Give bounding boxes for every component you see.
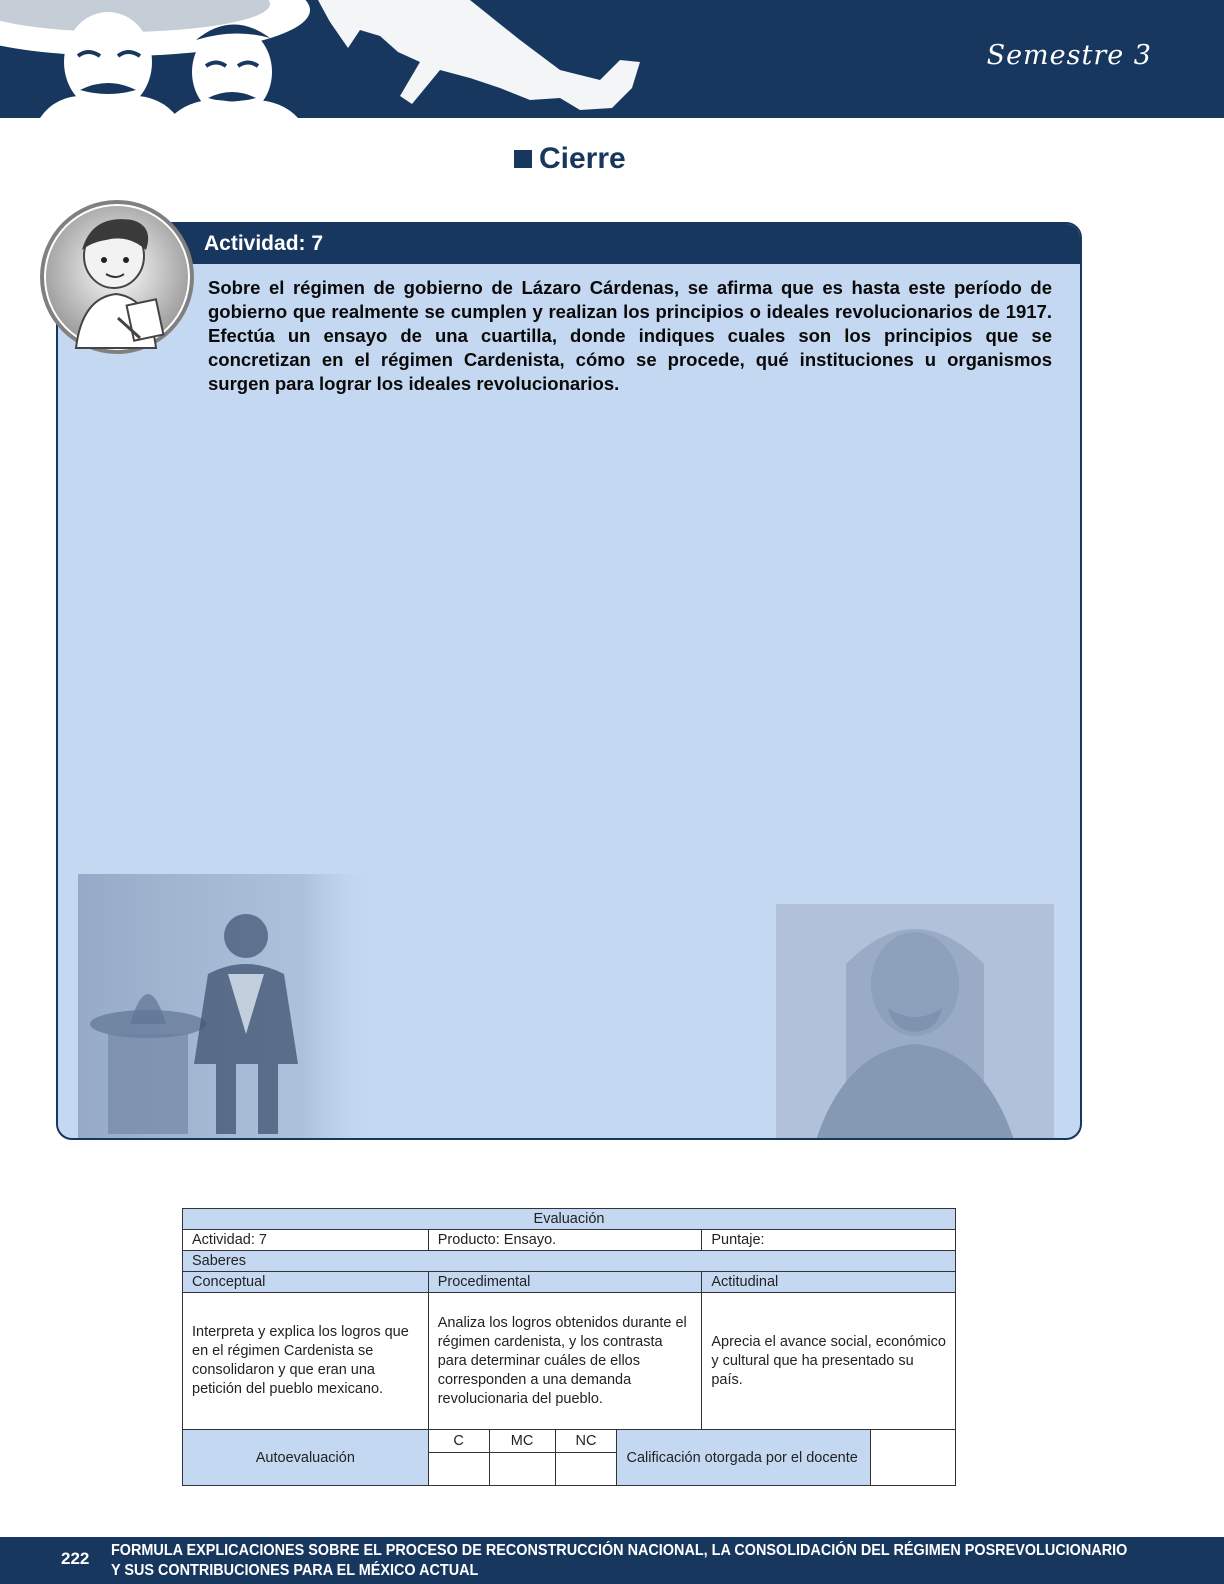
column-actitudinal: Actitudinal <box>702 1272 956 1293</box>
procedimental-description: Analiza los logros obtenidos durante el régimen cardenista, y los contrasta para determinar cuáles de ellos corresponden a una demanda revolucionaria del pueblo. <box>428 1293 702 1430</box>
mexico-map-icon <box>318 0 640 110</box>
evaluation-activity: Actividad: 7 <box>183 1230 429 1251</box>
level-nc: NC <box>555 1430 617 1453</box>
evaluation-table <box>182 1208 956 1486</box>
page-footer <box>0 1537 1224 1584</box>
level-mc: MC <box>489 1430 555 1453</box>
level-c: C <box>428 1430 489 1453</box>
footer-caption <box>111 1541 1127 1581</box>
evaluation-title: Evaluación <box>183 1209 956 1230</box>
level-nc-checkbox[interactable] <box>555 1453 617 1486</box>
column-conceptual: Conceptual <box>183 1272 429 1293</box>
page-number: 222 <box>61 1549 90 1568</box>
level-mc-checkbox[interactable] <box>489 1453 555 1486</box>
actitudinal-description: Aprecia el avance social, económico y cultural que ha presentado su país. <box>702 1293 956 1430</box>
activity-header <box>58 224 1080 264</box>
level-c-checkbox[interactable] <box>428 1453 489 1486</box>
student-avatar <box>38 198 196 356</box>
activity-instructions: Sobre el régimen de gobierno de Lázaro Cárdenas, se afirma que es hasta este período de gobierno que realmente se cumplen y realizan los principios o ideales revolucionarios de 1917. Efectúa un ensayo de una cuartilla, donde indiques cuales son los principios que se concretizan en el régimen Cardenista, cómo se procede, qué instituciones u organismos surgen para lograr los ideales revolucionarios. <box>208 277 1052 394</box>
activity-card <box>56 222 1082 1140</box>
conceptual-description: Interpreta y explica los logros que en el régimen Cardenista se consolidaron y que eran una petición del pueblo mexicano. <box>183 1293 429 1430</box>
knowledge-label: Saberes <box>183 1251 956 1272</box>
semester-label: Semestre 3 <box>986 40 1152 71</box>
footer-line-2: Y SUS CONTRIBUCIONES PARA EL MÉXICO ACTUAL <box>111 1562 479 1579</box>
column-procedimental: Procedimental <box>428 1272 702 1293</box>
header-banner <box>0 0 1224 118</box>
teacher-grade-label: Calificación otorgada por el docente <box>617 1430 871 1486</box>
historical-portrait-right <box>776 904 1054 1140</box>
self-assessment-label: Autoevaluación <box>183 1430 429 1486</box>
evaluation-score: Puntaje: <box>702 1230 956 1251</box>
footer-line-1: FORMULA EXPLICACIONES SOBRE EL PROCESO DE RECONSTRUCCIÓN NACIONAL, LA CONSOLIDACIÓN DEL RÉGIMEN POSREVOLUCIONARIO <box>111 1542 1128 1559</box>
historical-photo-left <box>78 874 378 1140</box>
section-title: Cierre <box>539 142 626 175</box>
teacher-grade-field[interactable] <box>871 1430 956 1486</box>
square-bullet-icon <box>514 150 532 168</box>
section-heading <box>514 142 626 176</box>
activity-title: Actividad: 7 <box>204 232 324 255</box>
evaluation-product: Producto: Ensayo. <box>428 1230 702 1251</box>
